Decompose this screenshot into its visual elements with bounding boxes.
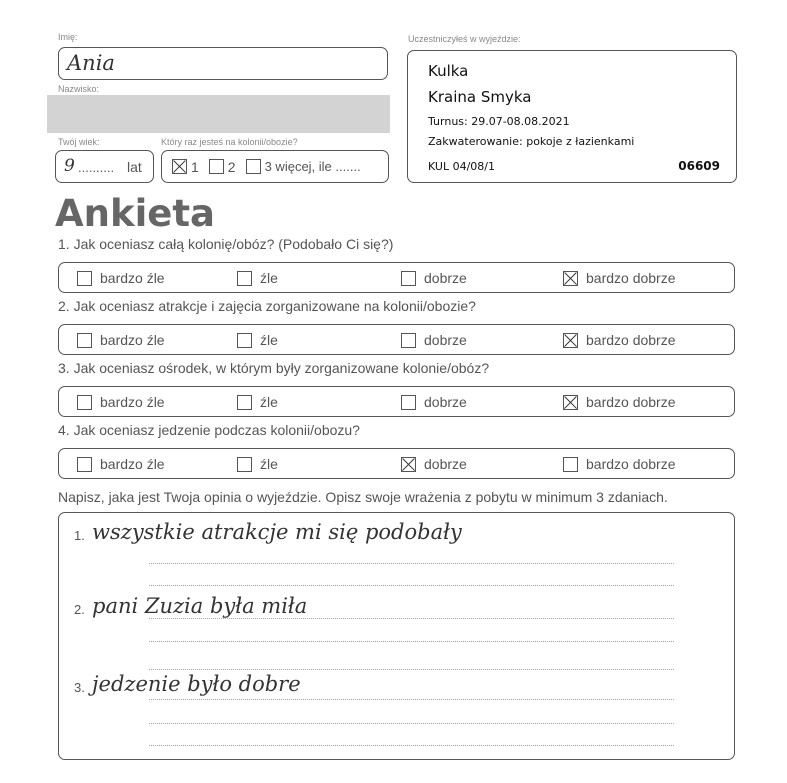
option-label: źle: [260, 456, 278, 472]
first-name-label: Imię:: [58, 32, 78, 42]
trip-info-box: [407, 50, 737, 183]
checkbox-icon[interactable]: [401, 333, 416, 348]
option-label: bardzo dobrze: [586, 456, 676, 472]
question-2-option-4[interactable]: [563, 332, 676, 348]
option-label: bardzo dobrze: [586, 332, 676, 348]
checkbox-icon[interactable]: [77, 333, 92, 348]
times-option-2-checkbox[interactable]: [209, 159, 224, 174]
question-2-option-1[interactable]: [77, 332, 165, 348]
trip-code: KUL 04/08/1: [428, 160, 495, 173]
times-option-1-label: 1: [191, 158, 199, 175]
checkbox-icon[interactable]: [563, 457, 578, 472]
option-label: dobrze: [424, 270, 467, 286]
age-dots: ..........: [78, 160, 115, 175]
opinion-entry-2-text: pani Zuzia była miła: [92, 594, 308, 618]
trip-label: Uczestniczyłeś w wyjeździe:: [408, 34, 521, 44]
checkbox-icon[interactable]: [401, 395, 416, 410]
option-label: bardzo źle: [100, 456, 165, 472]
opinion-line: [149, 699, 674, 700]
opinion-entry-1-number: 1.: [74, 528, 85, 543]
question-1-option-1[interactable]: [77, 270, 165, 286]
age-unit: lat: [127, 159, 142, 175]
question-3-option-1[interactable]: [77, 394, 165, 410]
age-field[interactable]: [55, 150, 154, 183]
question-3-option-4[interactable]: [563, 394, 676, 410]
option-label: źle: [260, 270, 278, 286]
times-field: [161, 150, 389, 183]
opinion-entry-3-number: 3.: [74, 680, 85, 695]
checkbox-icon[interactable]: [563, 333, 578, 348]
option-label: bardzo dobrze: [586, 270, 676, 286]
question-3-option-2[interactable]: [237, 394, 278, 410]
option-label: bardzo źle: [100, 394, 165, 410]
opinion-line: [149, 641, 674, 642]
times-option-3-label: 3 więcej, ile .......: [264, 159, 361, 174]
checkbox-icon[interactable]: [563, 271, 578, 286]
checkbox-icon[interactable]: [563, 395, 578, 410]
question-2-option-3[interactable]: [401, 332, 467, 348]
option-label: bardzo źle: [100, 270, 165, 286]
checkbox-icon[interactable]: [237, 395, 252, 410]
opinion-box[interactable]: [58, 512, 735, 760]
trip-line-2: Kraina Smyka: [428, 88, 532, 106]
question-3-text: 3. Jak oceniasz ośrodek, w którym były zorganizowane kolonie/obóz?: [58, 360, 490, 376]
question-1-options: [58, 262, 735, 293]
option-label: źle: [260, 332, 278, 348]
question-2-text: 2. Jak oceniasz atrakcje i zajęcia zorganizowane na kolonii/obozie?: [58, 298, 476, 314]
question-4-text: 4. Jak oceniasz jedzenie podczas kolonii/obozu?: [58, 422, 360, 438]
checkbox-icon[interactable]: [401, 457, 416, 472]
question-4-option-1[interactable]: [77, 456, 165, 472]
opinion-line: [149, 618, 674, 619]
question-4-option-4[interactable]: [563, 456, 676, 472]
opinion-line: [149, 585, 674, 586]
opinion-line: [149, 669, 674, 670]
checkbox-icon[interactable]: [77, 395, 92, 410]
question-1-text: 1. Jak oceniasz całą kolonię/obóz? (Podobało Ci się?): [58, 236, 394, 252]
option-label: źle: [260, 394, 278, 410]
times-label: Który raz jesteś na kolonii/obozie?: [161, 137, 298, 147]
last-name-label: Nazwisko:: [58, 84, 100, 94]
question-2-options: [58, 324, 735, 355]
first-name-field[interactable]: [58, 47, 388, 80]
question-4-option-3[interactable]: [401, 456, 467, 472]
checkbox-icon[interactable]: [401, 271, 416, 286]
question-1-option-4[interactable]: [563, 270, 676, 286]
opinion-entry-1-text: wszystkie atrakcje mi się podobały: [92, 520, 462, 544]
question-1-option-3[interactable]: [401, 270, 467, 286]
survey-title: Ankieta: [55, 192, 216, 235]
trip-accommodation: Zakwaterowanie: pokoje z łazienkami: [428, 135, 635, 148]
trip-line-1: Kulka: [428, 62, 469, 80]
question-1-option-2[interactable]: [237, 270, 278, 286]
checkbox-icon[interactable]: [77, 457, 92, 472]
option-label: dobrze: [424, 456, 467, 472]
question-4-option-2[interactable]: [237, 456, 278, 472]
times-option-2-label: 2: [227, 158, 236, 175]
times-option-1-checkbox[interactable]: [172, 159, 187, 174]
question-3-options: [58, 386, 735, 417]
trip-number: 06609: [678, 159, 720, 173]
option-label: dobrze: [424, 332, 467, 348]
option-label: bardzo dobrze: [586, 394, 676, 410]
opinion-prompt: Napisz, jaka jest Twoja opinia o wyjeździe. Opisz swoje wrażenia z pobytu w minimum 3 zdaniach.: [58, 489, 668, 505]
age-value: 9: [64, 156, 75, 176]
question-2-option-2[interactable]: [237, 332, 278, 348]
first-name-value: Ania: [67, 51, 115, 75]
question-3-option-3[interactable]: [401, 394, 467, 410]
opinion-entry-3-text: jedzenie było dobre: [92, 672, 301, 696]
checkbox-icon[interactable]: [237, 333, 252, 348]
opinion-line: [149, 563, 674, 564]
opinion-line: [149, 745, 674, 746]
checkbox-icon[interactable]: [237, 271, 252, 286]
option-label: bardzo źle: [100, 332, 165, 348]
times-option-3-checkbox[interactable]: [246, 159, 261, 174]
age-label: Twój wiek:: [58, 137, 100, 147]
last-name-redaction: [47, 95, 390, 133]
trip-turnus: Turnus: 29.07-08.08.2021: [428, 115, 570, 128]
opinion-entry-2-number: 2.: [74, 602, 85, 617]
option-label: dobrze: [424, 394, 467, 410]
question-4-options: [58, 448, 735, 479]
checkbox-icon[interactable]: [77, 271, 92, 286]
opinion-line: [149, 723, 674, 724]
checkbox-icon[interactable]: [237, 457, 252, 472]
